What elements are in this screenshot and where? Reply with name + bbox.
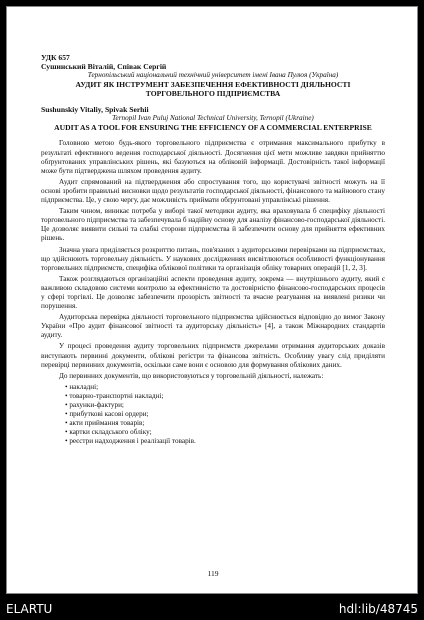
paragraph: Також розглядаються організаційні аспекти проведення аудиту, зокрема — внутрішнього аудиту, який є важливою складовою системи контролю за ефективністю та достовірністю фінансово-господарських процесів у сфері торгівлі. Це дозволяє забезпечити прозорість звітності та вчасне реагування на виявлені ризики чи порушення. (41, 274, 385, 311)
page-number: 119 (207, 569, 219, 578)
article-body (41, 139, 385, 446)
footer-bar (0, 600, 424, 620)
affiliation-en: Ternopil Ivan Puluj National Technical University, Ternopil (Ukraine) (112, 114, 314, 123)
paragraph: Головною метою будь-якого торговельного підприємства є отримання максимального прибутку в результаті ефективного ведення господарської діяльності. Досягнення цієї мети можливе завдяки прийняттю обґрунтованих управлінських рішень, які базуються на обліковій інформації. Достовірність такої інформації може бути підтверджена шляхом проведення аудиту. (41, 139, 385, 175)
footer-handle: hdl:lib/48745 (338, 602, 418, 616)
affiliation-ua: Тернопільський національний технічний університет імені Івана Пулюя (Україна) (87, 71, 339, 80)
list-item: • рахунки-фактури; (65, 401, 385, 410)
list-item: • картки складського обліку; (65, 428, 385, 437)
paragraph: Значна увага приділяється розкриттю питань, пов'язаних з аудиторськими перевірками на підприємствах, що здійснюють торговельну діяльність. У наукових дослідженнях висвітлюються особливості функціонування торговельних підприємств, специфіка облікової політики та організація обліку товарних операцій [1, 2, 3]. (41, 245, 385, 272)
authors-ua: Сушинський Віталій, Співак Сергій (41, 62, 167, 72)
udk-code: УДК 657 (41, 53, 70, 62)
paragraph: У процесі проведення аудиту торговельних підприємств джерелами отримання аудиторських доказів виступають первинні документи, облікові регістри та фінансова звітність. Особливу увагу слід приділяти перевірці первинних документів, оскільки саме вони є основою для формування облікових даних. (41, 342, 385, 369)
footer-repository: ELARTU (6, 602, 53, 616)
document-list (41, 383, 385, 447)
title-en: AUDIT AS A TOOL FOR ENSURING THE EFFICIENCY OF A COMMERCIAL ENTERPRISE (54, 123, 372, 133)
list-item: • акти приймання товарів; (65, 419, 385, 428)
title-ua: АУДИТ ЯК ІНСТРУМЕНТ ЗАБЕЗПЕЧЕННЯ ЕФЕКТИВНОСТІ ДІЯЛЬНОСТІ ТОРГОВЕЛЬНОГО ПІДПРИЄМСТВА (75, 80, 351, 99)
paragraph: Аудит спрямований на підтвердження або спростування того, що користувачі звітності можуть на її основі зробити правильні висновки щодо результатів господарської діяльності, фінансового та майнового стану підприємства. Це, у свою чергу, дає можливість приймати обґрунтовані управлінські рішення. (41, 177, 385, 205)
paragraph: Аудиторська перевірка діяльності торговельного підприємства здійснюється відповідно до вимог Закону України «Про аудит фінансової звітності та аудиторську діяльність» [4], а також Міжнародних стандартів аудиту. (41, 313, 385, 340)
document-page (6, 6, 418, 594)
list-item: • прибуткові касові ордери; (65, 410, 385, 419)
article-content (41, 53, 385, 446)
authors-en: Sushunskiy Vitaliy, Spivak Serhii (41, 105, 149, 115)
list-item: • товарно-транспортні накладні; (65, 392, 385, 401)
list-item: • накладні; (65, 383, 385, 392)
list-item: • реєстри надходження і реалізації товарів. (65, 437, 385, 446)
paragraph: Таким чином, виникає потреба у виборі такої методики аудиту, яка враховувала б специфіку діяльності торговельного підприємства та забезпечувала б надійну основу для аналізу фінансово-господарської діяльності. Це дозволяє виявити сильні та слабкі сторони підприємства й забезпечити основу для прийняття ефективних рішень. (41, 207, 385, 243)
paragraph: До первинних документів, що використовуються у торговельній діяльності, належать: (59, 371, 324, 380)
